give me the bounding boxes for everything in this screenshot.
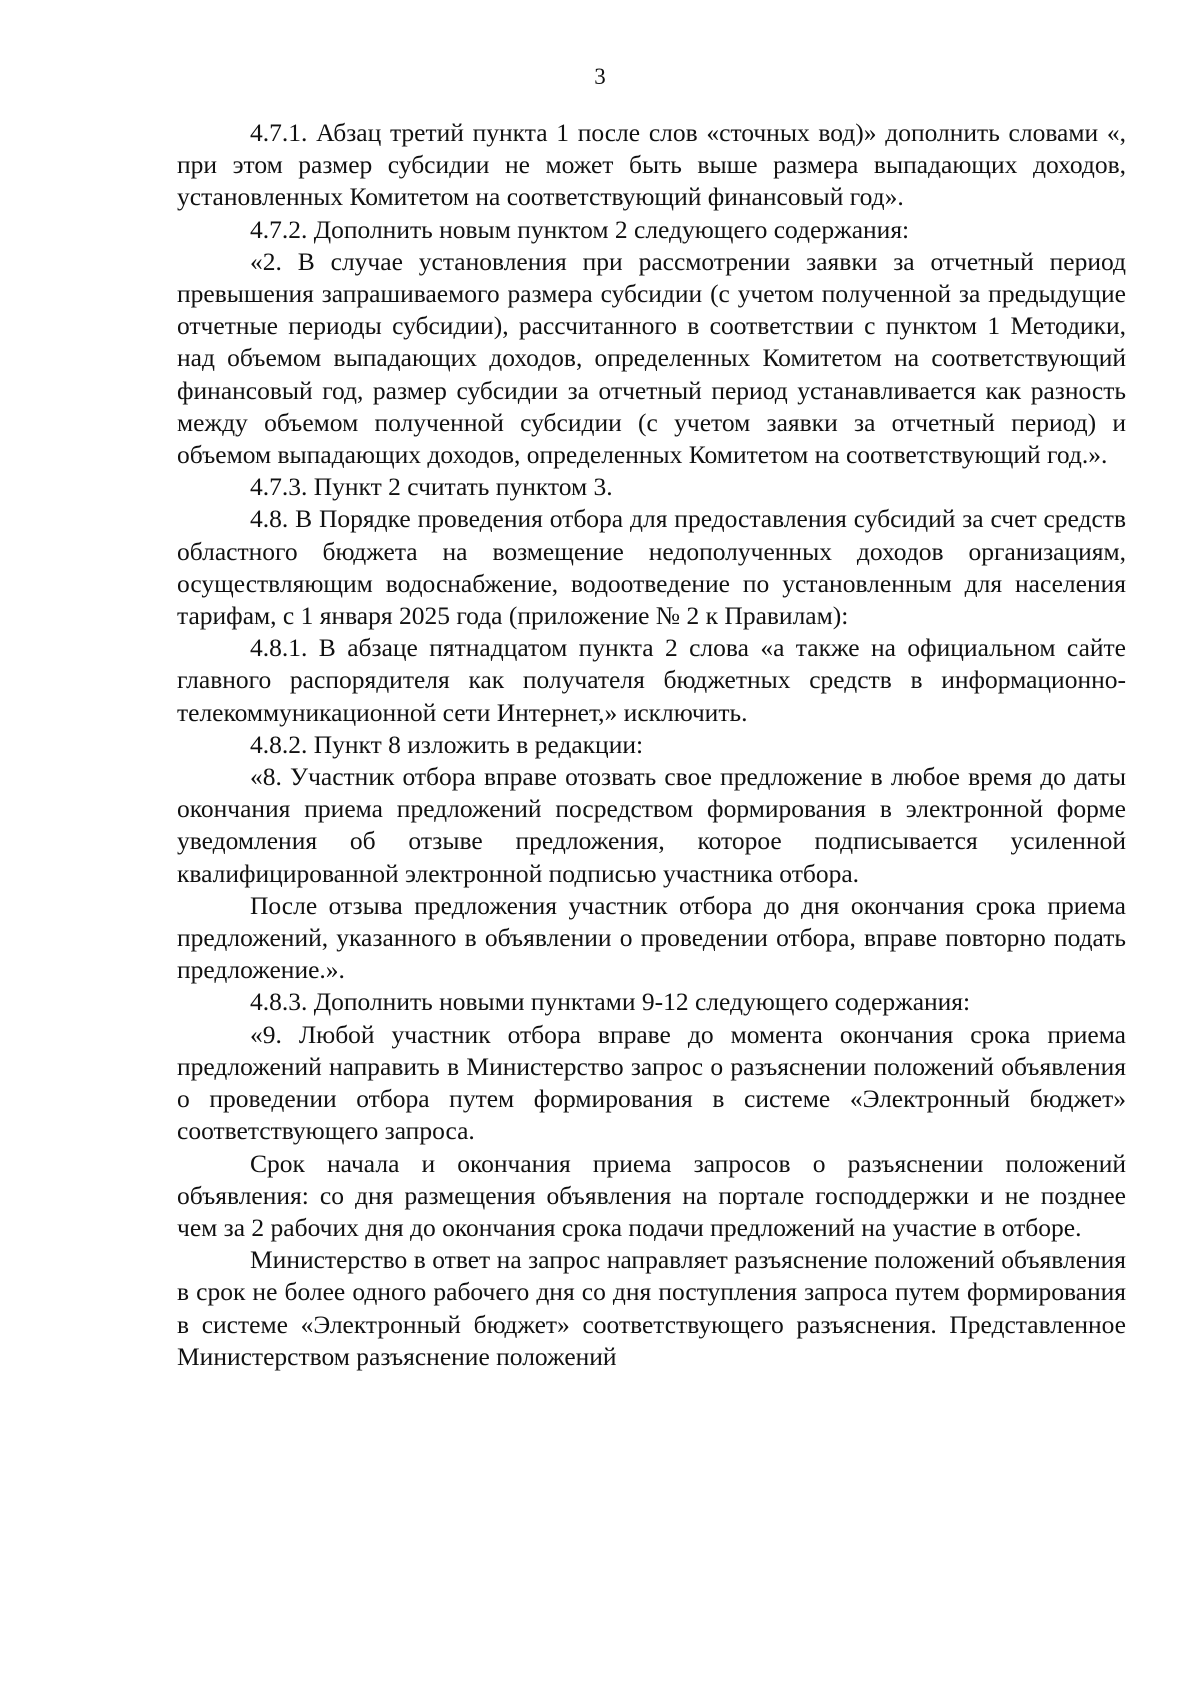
page-number: 3: [594, 64, 606, 89]
paragraph-new-point-2: «2. В случае установления при рассмотрении заявки за отчетный период превышения запрашиваемого размера субсидии (с учетом полученной за предыдущие отчетные периоды субсидии), рассчитанного в соответствии с пунктом 1 Методики, над объемом выпадающих доходов, определенных Комитетом на соответствующий финансовый год, размер субсидии за отчетный период устанавливается как разность между объемом полученной субсидии (с учетом заявки за отчетный период) и объемом выпадающих доходов, определенных Комитетом на соответствующий год.».: [177, 246, 1126, 470]
paragraph-4-7-2: 4.7.2. Дополнить новым пунктом 2 следующего содержания:: [250, 214, 910, 244]
paragraph-request-period: Срок начала и окончания приема запросов о разъяснении положений объявления: со дня размещения объявления на портале господдержки и не позднее чем за 2 рабочих дня до окончания срока подачи предложений на участие в отборе.: [177, 1148, 1126, 1242]
paragraph-new-point-9: «9. Любой участник отбора вправе до момента окончания срока приема предложений направить в Министерство запрос о разъяснении положений объявления о проведении отбора путем формирования в системе «Электронный бюджет» соответствующего запроса.: [177, 1019, 1126, 1146]
paragraph-4-7-1: 4.7.1. Абзац третий пункта 1 после слов «сточных вод)» дополнить словами «, при этом размер субсидии не может быть выше размера выпадающих доходов, установленных Комитетом на соответствующий финансовый год».: [177, 118, 1126, 212]
paragraph-4-8-3: 4.8.3. Дополнить новыми пунктами 9-12 следующего содержания:: [250, 987, 971, 1017]
paragraph-4-8-2: 4.8.2. Пункт 8 изложить в редакции:: [250, 729, 644, 759]
document-body: [177, 117, 1126, 1373]
paragraph-4-7-3: 4.7.3. Пункт 2 считать пунктом 3.: [250, 472, 613, 502]
paragraph-after-withdrawal: После отзыва предложения участник отбора до дня окончания срока приема предложений, указанного в объявлении о проведении отбора, вправе повторно подать предложение.».: [177, 890, 1126, 985]
paragraph-new-point-8: «8. Участник отбора вправе отозвать свое предложение в любое время до даты окончания приема предложений посредством формирования в электронной форме уведомления об отзыве предложения, которое подписывается усиленной квалифицированной электронной подписью участника отбора.: [177, 762, 1126, 888]
paragraph-4-8-1: 4.8.1. В абзаце пятнадцатом пункта 2 слова «а также на официальном сайте главного распорядителя как получателя бюджетных средств в информационно-телекоммуникационной сети Интернет,» исключить.: [177, 633, 1126, 727]
paragraph-ministry-response: Министерство в ответ на запрос направляет разъяснение положений объявления в срок не более одного рабочего дня со дня поступления запроса путем формирования в системе «Электронный бюджет» соответствующего разъяснения. Представленное Министерством разъяснение положений: [177, 1245, 1126, 1371]
paragraph-4-8: 4.8. В Порядке проведения отбора для предоставления субсидий за счет средств областного бюджета на возмещение недополученных доходов организациям, осуществляющим водоснабжение, водоотведение по установленным для населения тарифам, с 1 января 2025 года (приложение № 2 к Правилам):: [177, 504, 1126, 631]
